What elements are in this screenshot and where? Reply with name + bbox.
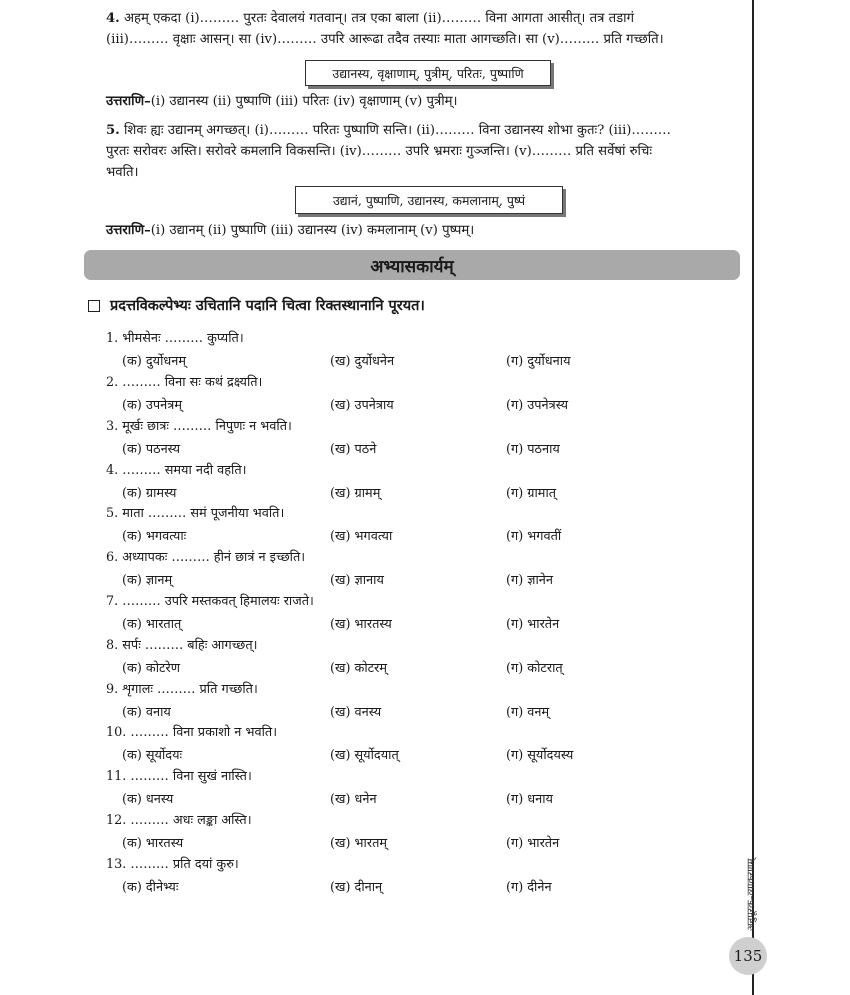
answer-4: उत्तराणि–(i) उद्यानस्य (ii) पुष्पाणि (iii) परितः (iv) वृक्षाणाम् (v) पुत्रीम्। <box>106 94 458 109</box>
exercise-4-line-1: 4. अहम् एकदा (i)……… पुरतः देवालयं गतवान्। तत्र एका बाला (ii)……… विना आगता आसीत्। तत्र तडागं <box>106 11 635 26</box>
option-ga: (ग) वनम् <box>506 705 550 720</box>
exercise-4 <box>106 8 742 50</box>
option-ka: (क) दुर्योधनम् <box>122 354 187 369</box>
option-ka: (क) दीनेभ्यः <box>122 880 179 895</box>
question-9: 9. शृगालः ……… प्रति गच्छति। <box>106 682 258 697</box>
page-number: 135 <box>729 937 767 975</box>
option-kha: (ख) धनेन <box>330 792 377 807</box>
question-8: 8. सर्पः ……… बहिः आगच्छत्। <box>106 638 258 653</box>
question-2: 2. ……… विना सः कथं द्रक्ष्यति। <box>106 375 263 390</box>
question-10: 10. ……… विना प्रकाशो न भवति। <box>106 725 278 740</box>
option-ga: (ग) दीनेन <box>506 880 552 895</box>
exercise-5-line-1: 5. शिवः ह्यः उद्यानम् अगच्छत्। (i)……… परितः पुष्पाणि सन्ति। (ii)……… विना उद्यानस्य शोभा कुतः? (iii)……… <box>106 123 671 138</box>
instruction-text: प्रदत्तविकल्पेभ्यः उचितानि पदानि चित्वा रिक्तस्थानानि पूरयत। <box>110 297 425 314</box>
word-box-5: उद्यानं, पुष्पाणि, उद्यानस्य, कमलानाम्, पुष्पं <box>295 186 563 214</box>
option-ka: (क) ग्रामस्य <box>122 486 177 501</box>
option-ka: (क) वनाय <box>122 705 171 720</box>
exercise-5 <box>106 120 742 183</box>
question-6: 6. अध्यापकः ……… हीनं छात्रं न इच्छति। <box>106 550 306 565</box>
option-kha: (ख) उपनेत्राय <box>330 398 394 413</box>
option-kha: (ख) पठने <box>330 442 377 457</box>
answer-5: उत्तराणि–(i) उद्यानम् (ii) पुष्पाणि (iii) उद्यानस्य (iv) कमलानाम् (v) पुष्पम्। <box>106 223 475 238</box>
option-ka: (क) भारतस्य <box>122 836 184 851</box>
question-5: 5. माता ……… समं पूजनीया भवति। <box>106 506 285 521</box>
option-ga: (ग) ज्ञानेन <box>506 573 553 588</box>
word-box-4: उद्यानस्य, वृक्षाणाम्, पुत्रीम्, परितः, पुष्पाणि <box>305 60 551 86</box>
option-kha: (ख) दीनान् <box>330 880 383 895</box>
exercise-5-line-3: भवति। <box>106 165 139 180</box>
option-ka: (क) धनस्य <box>122 792 174 807</box>
question-13: 13. ……… प्रति दयां कुरु। <box>106 857 239 872</box>
option-ga: (ग) पठनाय <box>506 442 560 457</box>
option-ga: (ग) भगवतीं <box>506 529 562 544</box>
option-ka: (क) कोटरेण <box>122 661 180 676</box>
section-banner <box>84 250 740 280</box>
question-11: 11. ……… विना सुखं नास्ति। <box>106 769 252 784</box>
option-ga: (ग) कोटरात् <box>506 661 563 676</box>
option-kha: (ख) भारतम् <box>330 836 388 851</box>
option-ka: (क) ज्ञानम् <box>122 573 173 588</box>
option-kha: (ख) कोटरम् <box>330 661 387 676</box>
option-ga: (ग) भारतेन <box>506 617 560 632</box>
option-ka: (क) उपनेत्रम् <box>122 398 182 413</box>
exercise-4-line-2: (iii)……… वृक्षाः आसन्। सा (iv)……… उपरि आरूढा तदैव तस्याः माता आगच्छति। सा (v)……… प्रति गच्छति। <box>106 32 664 47</box>
option-ga: (ग) सूर्योदयस्य <box>506 748 574 763</box>
question-4: 4. ……… समया नदी वहति। <box>106 463 247 478</box>
checkbox-square-icon <box>88 300 100 312</box>
option-ga: (ग) उपनेत्रस्य <box>506 398 569 413</box>
section-title: अभ्यासकार्यम् <box>370 256 454 277</box>
option-ga: (ग) भारतेन <box>506 836 560 851</box>
option-ka: (क) भारतात् <box>122 617 182 632</box>
option-ka: (क) सूर्योदयः <box>122 748 183 763</box>
option-ga: (ग) धनाय <box>506 792 553 807</box>
question-12: 12. ……… अधः लङ्का अस्ति। <box>106 813 252 828</box>
option-kha: (ख) वनस्य <box>330 705 382 720</box>
exercise-5-line-2: पुरतः सरोवरः अस्ति। सरोवरे कमलानि विकसन्ति। (iv)……… उपरि भ्रमराः गुञ्जन्ति। (v)……… प्रति सर्वेषां रुचिः <box>106 144 652 159</box>
option-kha: (ख) सूर्योदयात् <box>330 748 399 763</box>
question-7: 7. ……… उपरि मस्तकवत् हिमालयः राजते। <box>106 594 314 609</box>
option-kha: (ख) दुर्योधनेन <box>330 354 395 369</box>
question-3: 3. मूर्खः छात्रः ……… निपुणः न भवति। <box>106 419 292 434</box>
option-kha: (ख) भारतस्य <box>330 617 392 632</box>
running-title: अनुपूरक–व्याकरणम् <box>746 858 757 932</box>
option-ga: (ग) ग्रामात् <box>506 486 557 501</box>
option-kha: (ख) ज्ञानाय <box>330 573 384 588</box>
instruction <box>88 295 425 315</box>
option-kha: (ख) भगवत्या <box>330 529 393 544</box>
option-ga: (ग) दुर्योधनाय <box>506 354 571 369</box>
option-ka: (क) भगवत्याः <box>122 529 187 544</box>
option-ka: (क) पठनस्य <box>122 442 181 457</box>
question-1: 1. भीमसेनः ……… कुप्यति। <box>106 331 244 346</box>
option-kha: (ख) ग्रामम् <box>330 486 381 501</box>
